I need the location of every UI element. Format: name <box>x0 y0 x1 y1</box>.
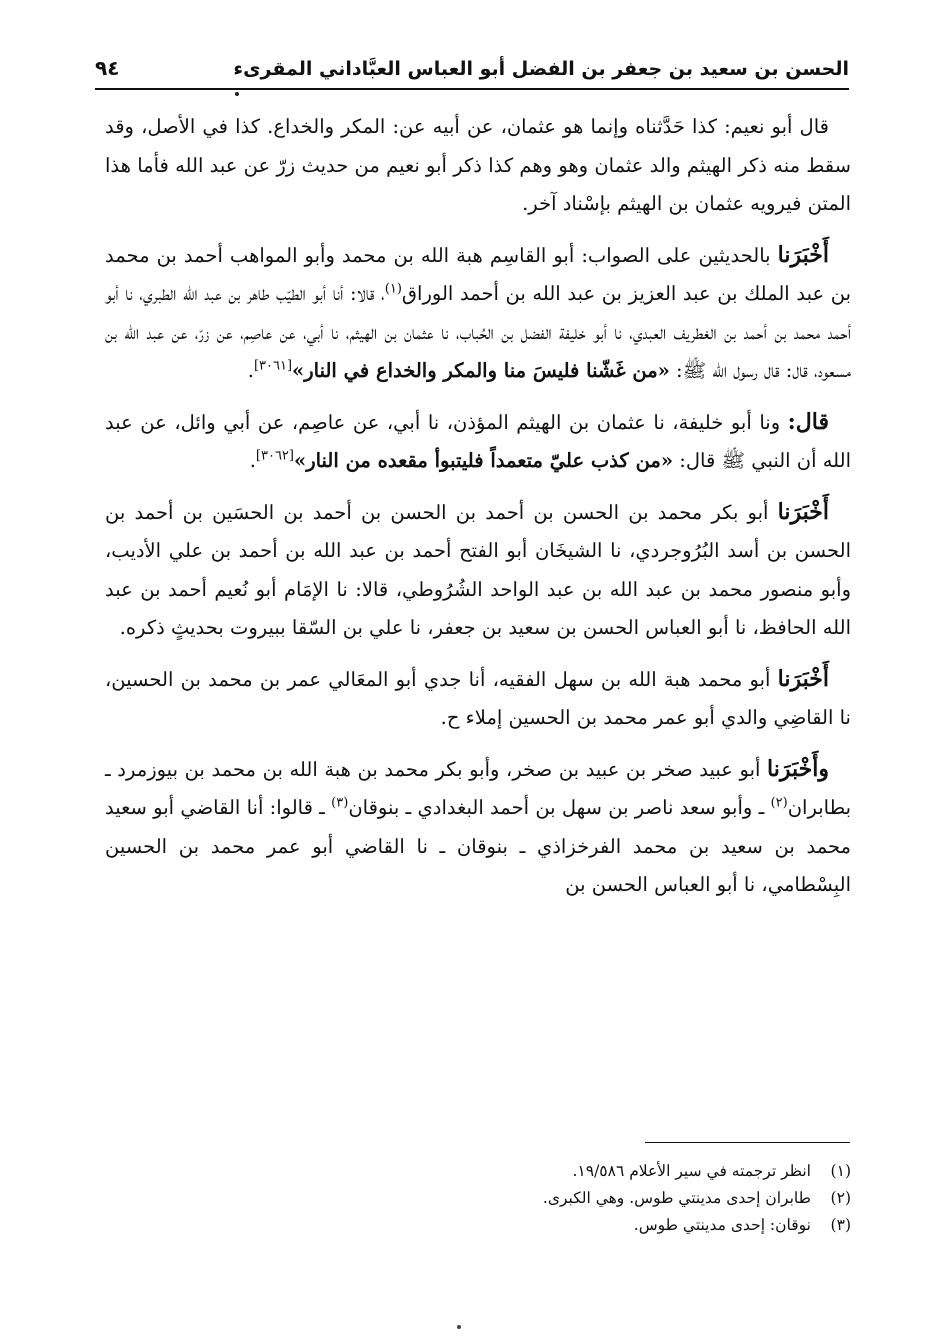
page-number: ٩٤ <box>95 56 120 80</box>
paragraph-text: أبو عبيد صخر بن عبيد بن صخر، وأبو بكر محمد بن هبة الله بن محمد بن بيوزمرد ـ بطابران <box>105 757 852 819</box>
running-title: الحسن بن سعيد بن جعفر بن الفضل أبو العباس العبَّاداني المقرىء <box>233 58 849 80</box>
footnote-ref: (٣) <box>331 795 349 811</box>
paragraph-text: بالحديثين على الصواب: أبو القاسِم هبة الله بن محمد وأبو المواهب أحمد بن محمد بن عبد الملك بن عبد العزيز بن عبد الله بن أحمد الوراق <box>105 243 851 305</box>
paragraph-3 <box>105 403 851 481</box>
footnote-number: (٣) <box>830 1216 851 1234</box>
footnote-ref: (١) <box>384 281 402 297</box>
paragraph-2 <box>105 236 851 391</box>
hadith-text: «من كذب عليّ متعمداً فليتبوأ مقعده من النار» <box>294 449 674 472</box>
paragraph-text: قال أبو نعيم: كذا حَدَّثناه وإنما هو عثمان، عن أبيه عن: المكر والخداع. كذا في الأصل، وقد سقط منه ذكر الهيثم والد عثمان وهو وهم كذا ذكر أبو نعيم من حديث زرّ عن عبد الله فأما هذا المتن فيرويه عثمان بن الهيثم بإسْناد آخر. <box>105 115 851 215</box>
footnote-number: (١) <box>830 1162 851 1180</box>
footnote-rule <box>645 1142 850 1143</box>
footnote <box>300 1158 851 1185</box>
footnotes <box>300 1158 851 1239</box>
bottom-dot <box>457 1325 461 1329</box>
hadith-number: [٣٠٦٢] <box>255 448 294 464</box>
paragraph-6 <box>105 750 851 905</box>
paragraph-text: أبو محمد هبة الله بن سهل الفقيه، أنا جدي أبو المعَالي عمر بن محمد بن الحسين، نا القاضِي والدي أبو عمر محمد بن الحسين إملاء ح. <box>105 667 851 729</box>
hadith-number: [٣٠٦١] <box>253 358 293 374</box>
lead-word: أَخْبَرَنا <box>777 241 829 268</box>
body-text <box>105 108 851 917</box>
footnote-ref: (٢) <box>770 795 788 811</box>
paragraph-4 <box>105 493 851 648</box>
paragraph-end: . <box>249 449 256 472</box>
footnote-text: نوقان: إحدى مدينتي طوس. <box>633 1216 811 1234</box>
header-dot <box>235 92 239 96</box>
paragraph-text: ونا أبو خليفة، نا عثمان بن الهيثم المؤذن، نا أبي، عن عاصِم، عن أبي وائل، عن عبد الله أن النبي ﷺ قال: <box>105 410 851 472</box>
footnote <box>300 1212 851 1239</box>
footnote-text: انظر ترجمته في سير الأعلام ١٩/٥٨٦. <box>572 1162 811 1180</box>
hadith-text: «من غَشّنا فليسَ منا والمكر والخداع في النار» <box>292 359 670 382</box>
paragraph-text: أبو بكر محمد بن الحسن بن أحمد بن الحسن بن أحمد بن الحسَين بن أحمد بن الحسن بن أسد البُرُوجردي، نا الشيخَان أبو الفتح أحمد بن عبد الله بن أحمد بن علي الأديب، وأبو منصور محمد بن عبد الله بن عبد الواحد الشُرُوطي، قالا: نا الإمَام أبو نُعيم أحمد بن عبد الله الحافظ، نا أبو العباس الحسن بن سعيد بن جعفر، نا علي بن السّقا ببيروت بحديثٍ ذكره. <box>105 500 851 639</box>
paragraph-text: ـ قالوا: أنا القاضي أبو سعيد محمد بن سعيد بن محمد الفرخزاذي ـ بنوقان ـ نا القاضي أبو عمر محمد بن الحسين البِسْطامي، نا أبو العباس الحسن بن <box>105 796 851 896</box>
paragraph-text: ـ وأبو سعد ناصر بن سهل بن أحمد البغدادي ـ بنوقان <box>348 796 771 819</box>
footnote-text: طابران إحدى مدينتي طوس. وهي الكبرى. <box>542 1189 811 1207</box>
lead-word: قال: <box>787 408 829 435</box>
paragraph-5 <box>105 660 851 738</box>
lead-word: وأَخْبَرَنا <box>767 755 829 782</box>
paragraph-end: . <box>247 359 254 382</box>
header-rule <box>95 88 849 90</box>
paragraph-text: ، قالا: أنا أبو الطيّب طاهر بن عبد الله الطبري، نا أبو أحمد محمد بن أحمد بن الغطريف العبدي، نا أبو خليفة الفضل بن الحُباب، نا عثمان بن الهيثم، نا أبي، عن عاصِم، عن زرّ، عن عبد الله بن مسعود، قال: قال رسول الله ﷺ: <box>105 282 851 382</box>
footnote-number: (٢) <box>830 1189 851 1207</box>
lead-word: أَخْبَرَنا <box>777 498 829 525</box>
lead-word: أَخْبَرَنا <box>777 665 829 692</box>
paragraph-1 <box>105 108 851 224</box>
running-header <box>95 36 849 80</box>
footnote <box>300 1185 851 1212</box>
